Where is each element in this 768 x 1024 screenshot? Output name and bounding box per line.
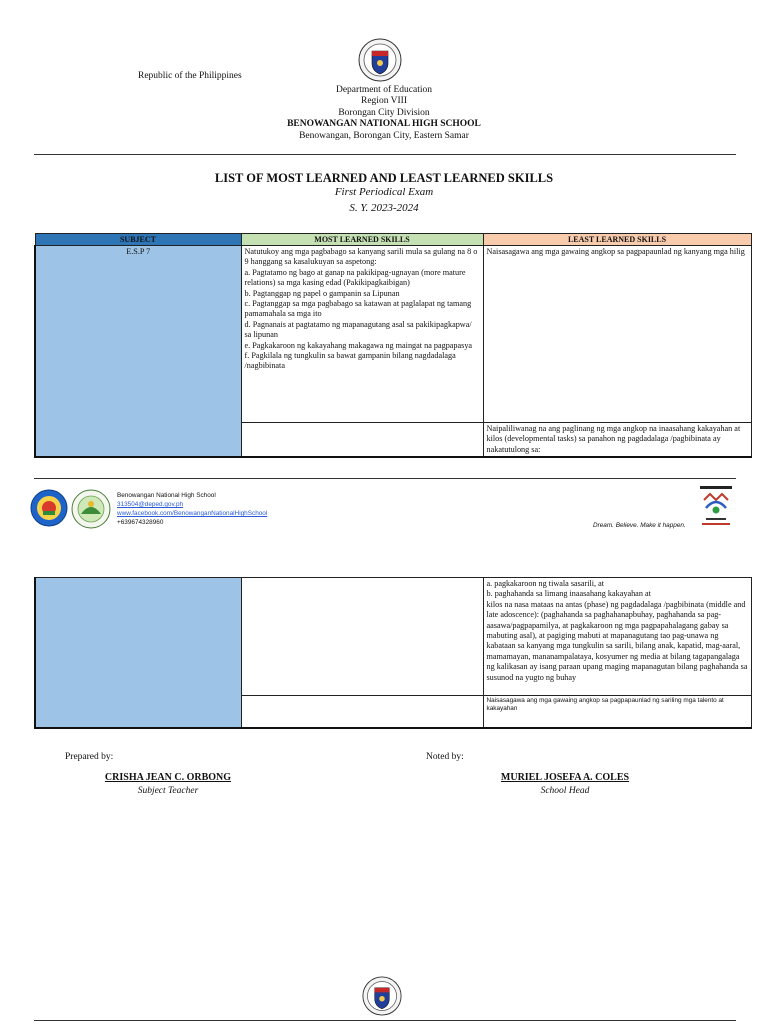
least-learned-item: Naisasagawa ang mga gawaing angkop sa pagpapaunlad ng kanyang mga hilig [486, 247, 745, 256]
least-learned-item: kilos na nasa mataas na antas (phase) ng pagdadalaga /pagbibinata (middle and late adoscence): (paghahanda sa paghahanapbuhay, paghahanda sa pag-aasawa/pagpapamilya, at pagkakaroon ng mga pagpapahalagang gabay sa mabuting asal), at pagiging mabuti at mapanagutang tao pag-unawa ng kabataan sa kanyang mga tungkulin sa sarili, bilang anak, kapatid, mag-aaral, mamamayan, mananampalataya, kosyumer ng media at bilang tagapangalaga ng kalikasan ay isang paraan upang maging mapanagutan bilang paghahanda sa susunod na yugto ng buhay [486, 599, 748, 682]
most-learned-cell [241, 246, 483, 423]
table-row [35, 246, 751, 423]
most-learned-item: d. Pagnanais at pagtatamo ng mapanagutang asal sa pakikipagkapwa/ sa lipunan [244, 319, 472, 340]
most-learned-intro: Natutukoy ang mga pagbabago sa kanyang sarili mula sa gulang na 8 o 9 hanggang sa kasalukuyan sa aspetong: [244, 247, 478, 267]
noted-by-role: School Head [540, 786, 590, 796]
noted-by-label: Noted by: [426, 752, 464, 762]
table-row [35, 578, 751, 696]
school-name: BENOWANGAN NATIONAL HIGH SCHOOL [287, 119, 481, 129]
table-header-row [35, 234, 751, 246]
bottom-divider [34, 1020, 736, 1021]
least-learned-item: b. paghahanda sa limang inaasahang kakayahan at [486, 589, 651, 599]
header-subject: SUBJECT [35, 234, 241, 246]
least-learned-cell [483, 696, 751, 728]
region-label: Region VIII [361, 96, 407, 106]
least-learned-cell [483, 423, 751, 458]
least-learned-item: a. pagkakaroon ng tiwala sasarili, at [486, 579, 605, 588]
footer-phone: +639674328960 [117, 519, 164, 526]
matatag-logo-icon [698, 486, 734, 530]
division-logo-icon [71, 489, 111, 529]
least-learned-cell [483, 578, 751, 696]
prepared-by-role: Subject Teacher [137, 786, 199, 796]
most-learned-item: a. Pagtatamo ng bago at ganap na pakikipag-ugnayan (more mature relations) sa mga kasing edad (Pakikipagkaibigan) [244, 267, 466, 288]
least-learned-item: Naipaliliwanag na ang paglinang ng mga angkop na inaasahang kakayahan at kilos (developmental tasks) sa panahon ng pagdadalaga /pagbibinata ay nakatutulong sa: [486, 424, 741, 454]
prepared-by-label: Prepared by: [65, 752, 114, 762]
most-learned-item: e. Pagkakaroon ng kakayahang makagawa ng maingat na pagpapasya [244, 340, 473, 350]
deped-seal-icon [358, 38, 402, 82]
header-most-learned: MOST LEARNED SKILLS [241, 234, 483, 246]
page-title: LIST OF MOST LEARNED AND LEAST LEARNED SKILLS [214, 171, 554, 185]
skills-table-continued [34, 577, 752, 729]
header-divider [34, 154, 736, 155]
most-learned-item: f. Pagkilala ng tungkulin sa bawat gampanin bilang nagdadalaga /nagbibinata [244, 351, 456, 371]
republic-label: Republic of the Philippines [138, 71, 242, 81]
exam-label: First Periodical Exam [334, 186, 434, 198]
subject-cell-continued [35, 578, 241, 728]
subject-cell: E.S.P 7 [35, 246, 241, 458]
footer-tagline: Dream. Believe. Make it happen. [593, 522, 686, 529]
school-year-label: S. Y. 2023-2024 [349, 202, 419, 214]
footer-divider [34, 478, 736, 479]
deped-seal-icon [362, 976, 402, 1016]
department-label: Department of Education [335, 85, 433, 95]
header-least-learned: LEAST LEARNED SKILLS [483, 234, 751, 246]
least-learned-item: Naisasagawa ang mga gawaing angkop sa pagpapaunlad ng sariling mga talento at kakayahan [486, 697, 724, 713]
footer-school-name: Benowangan National High School [117, 492, 216, 499]
most-learned-empty-cell [241, 423, 483, 458]
most-learned-empty-cell [241, 578, 483, 696]
school-address: Benowangan, Borongan City, Eastern Samar [299, 131, 469, 141]
school-logo-icon [30, 489, 68, 527]
prepared-by-name: CRISHA JEAN C. ORBONG [104, 772, 232, 783]
least-learned-cell [483, 246, 751, 423]
most-learned-item: b. Pagtanggap ng papel o gampanin sa Lipunan [244, 288, 400, 298]
skills-table [34, 233, 752, 458]
most-learned-empty-cell [241, 696, 483, 728]
footer-facebook-link[interactable]: www.facebook.com/BenowanganNationalHighSchool [117, 510, 268, 517]
most-learned-item: c. Pagtanggap sa mga pagbabago sa katawan at paglalapat ng tamang pamamahala sa mga ito [244, 299, 472, 319]
division-label: Borongan City Division [338, 108, 430, 118]
footer-email-link[interactable]: 313504@deped.gov.ph [117, 501, 184, 508]
noted-by-name: MURIEL JOSEFA A. COLES [500, 772, 630, 783]
